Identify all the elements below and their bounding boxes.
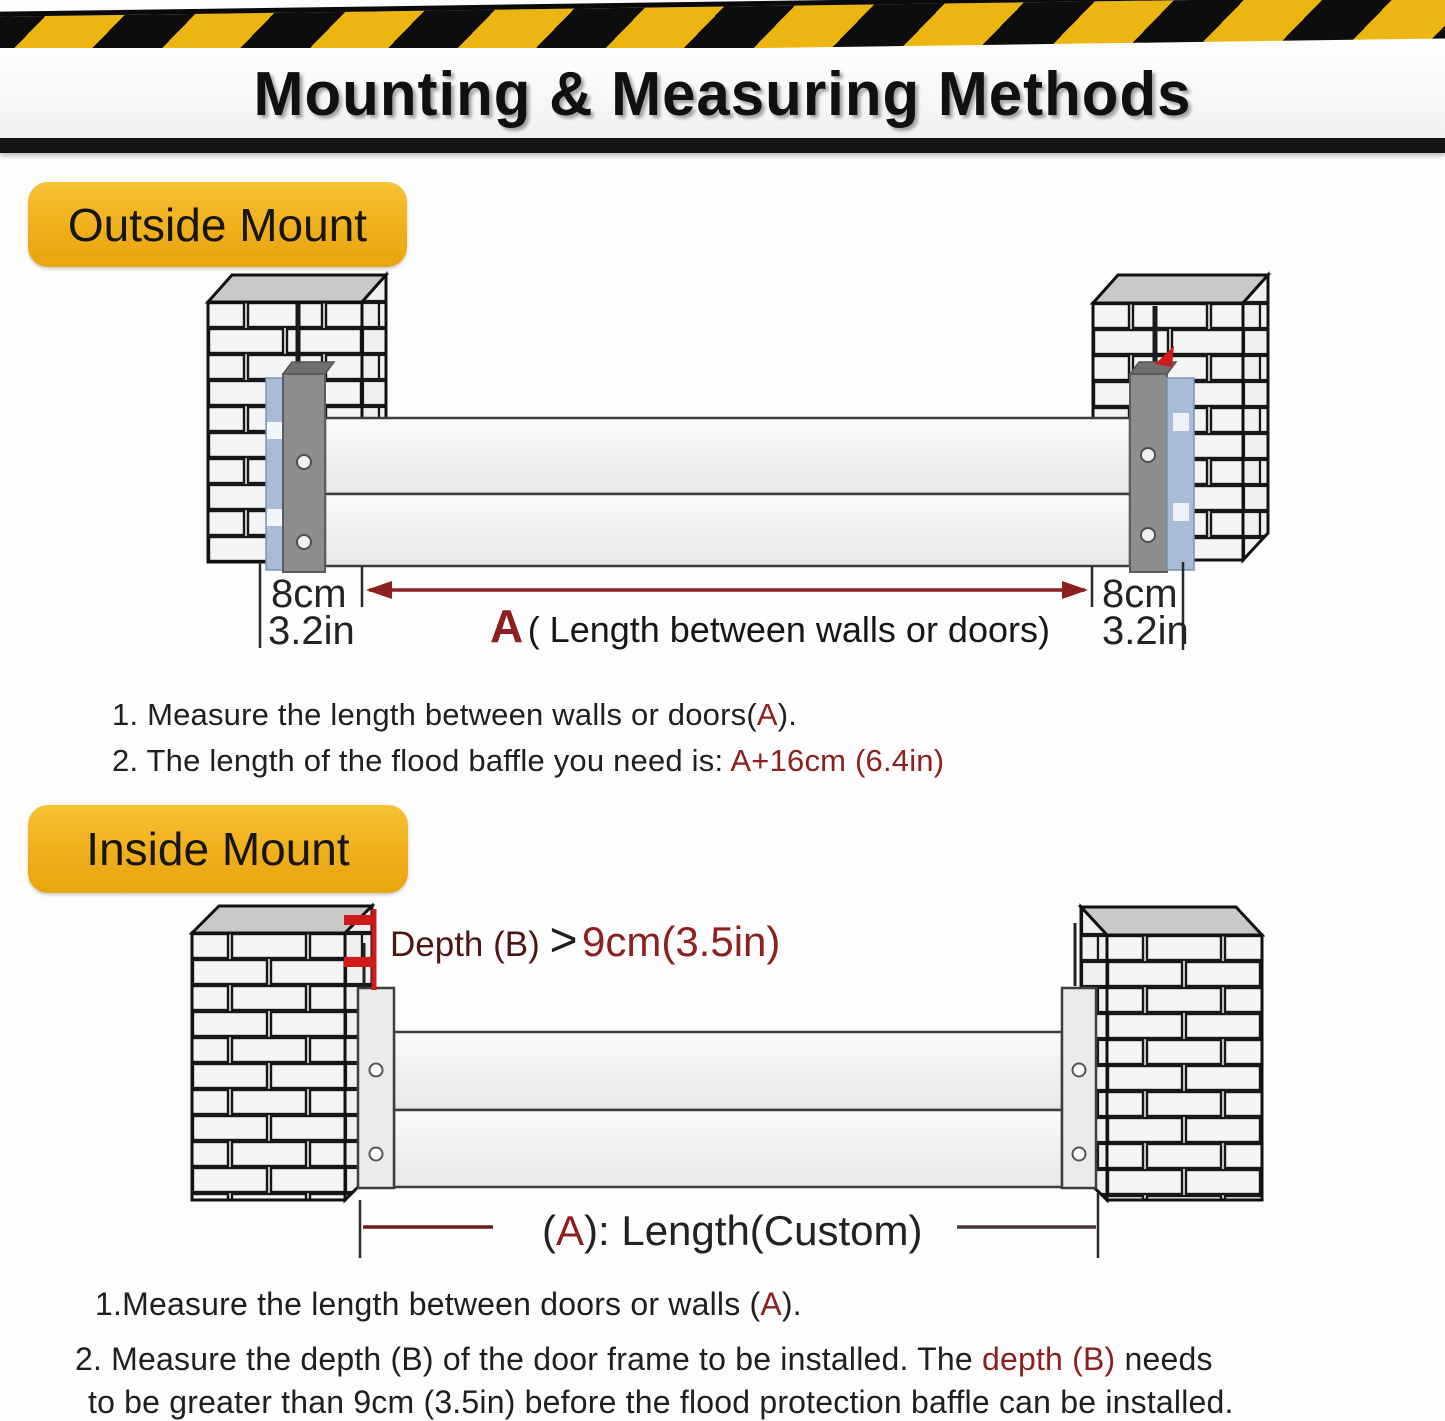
step-highlight: depth (B) bbox=[981, 1341, 1116, 1377]
screw-hole bbox=[370, 1064, 383, 1077]
banner-underline bbox=[0, 138, 1445, 153]
outside-step-2 bbox=[112, 743, 944, 779]
step-text: 2. Measure the depth (B) of the door frame to be installed. The bbox=[75, 1341, 982, 1377]
outside-step-1 bbox=[112, 697, 797, 733]
mounting-channel-right bbox=[1130, 346, 1194, 572]
step-text: ). bbox=[777, 697, 798, 732]
flood-baffle-panels bbox=[325, 418, 1130, 566]
step-text: to be greater than 9cm (3.5in) before the flood protection baffle can be installed. bbox=[88, 1384, 1234, 1420]
page-title: Mounting & Measuring Methods bbox=[253, 58, 1192, 128]
inside-mount-badge bbox=[28, 805, 408, 893]
title-band bbox=[0, 48, 1445, 138]
right-offset-in: 3.2in bbox=[1102, 609, 1189, 653]
step-text: 1. Measure the length between walls or doors( bbox=[112, 697, 757, 732]
length-text: ): Length(Custom) bbox=[584, 1207, 923, 1254]
inside-mount-diagram bbox=[90, 893, 1380, 1318]
length-annotation bbox=[490, 600, 1050, 652]
inside-step-2-continued bbox=[88, 1384, 1234, 1421]
screw-hole bbox=[1073, 1064, 1086, 1077]
screw-hole bbox=[1141, 448, 1155, 462]
outside-mount-label: Outside Mount bbox=[67, 198, 368, 251]
left-offset-cm: 8cm bbox=[271, 572, 347, 616]
inside-step-1 bbox=[95, 1286, 802, 1323]
length-letter: A bbox=[490, 600, 524, 652]
inside-step-2 bbox=[75, 1341, 1213, 1378]
length-text: ( Length between walls or doors) bbox=[527, 609, 1050, 650]
step-text: 2. The length of the flood baffle you need is: bbox=[112, 743, 731, 778]
brick-pillar-left bbox=[192, 906, 372, 1200]
outside-mount-diagram bbox=[140, 258, 1310, 698]
mounting-channel-left bbox=[266, 362, 334, 572]
flood-baffle-panels bbox=[394, 1032, 1062, 1187]
seal-strip bbox=[266, 378, 284, 570]
step-highlight: A bbox=[756, 697, 778, 732]
paren-open: ( bbox=[542, 1207, 556, 1254]
depth-label: Depth (B) bbox=[390, 925, 550, 964]
custom-length-annotation bbox=[542, 1207, 922, 1254]
screw-hole bbox=[1141, 528, 1155, 542]
seal-strip bbox=[1167, 378, 1194, 570]
step-text: needs bbox=[1115, 1341, 1213, 1377]
length-double-arrow-icon bbox=[366, 581, 1088, 599]
top-banner bbox=[0, 0, 1445, 158]
depth-annotation bbox=[390, 914, 780, 967]
screw-hole bbox=[297, 535, 311, 549]
inside-mount-label: Inside Mount bbox=[86, 823, 350, 875]
greater-than-sign: > bbox=[549, 914, 578, 967]
screw-hole bbox=[297, 455, 311, 469]
step-highlight: A bbox=[760, 1286, 782, 1322]
screw-hole bbox=[1073, 1148, 1086, 1161]
right-offset-cm: 8cm bbox=[1102, 572, 1178, 616]
outside-mount-badge bbox=[28, 182, 407, 267]
mounting-bracket-left bbox=[358, 988, 394, 1188]
left-offset-in: 3.2in bbox=[268, 609, 355, 653]
depth-value: 9cm(3.5in) bbox=[581, 918, 781, 965]
length-letter: A bbox=[556, 1207, 585, 1254]
step-text: ). bbox=[781, 1286, 802, 1322]
step-highlight: A+16cm (6.4in) bbox=[730, 743, 945, 778]
screw-hole bbox=[370, 1148, 383, 1161]
step-text: 1.Measure the length between doors or walls ( bbox=[95, 1286, 761, 1322]
brick-pillar-right bbox=[1081, 907, 1262, 1200]
